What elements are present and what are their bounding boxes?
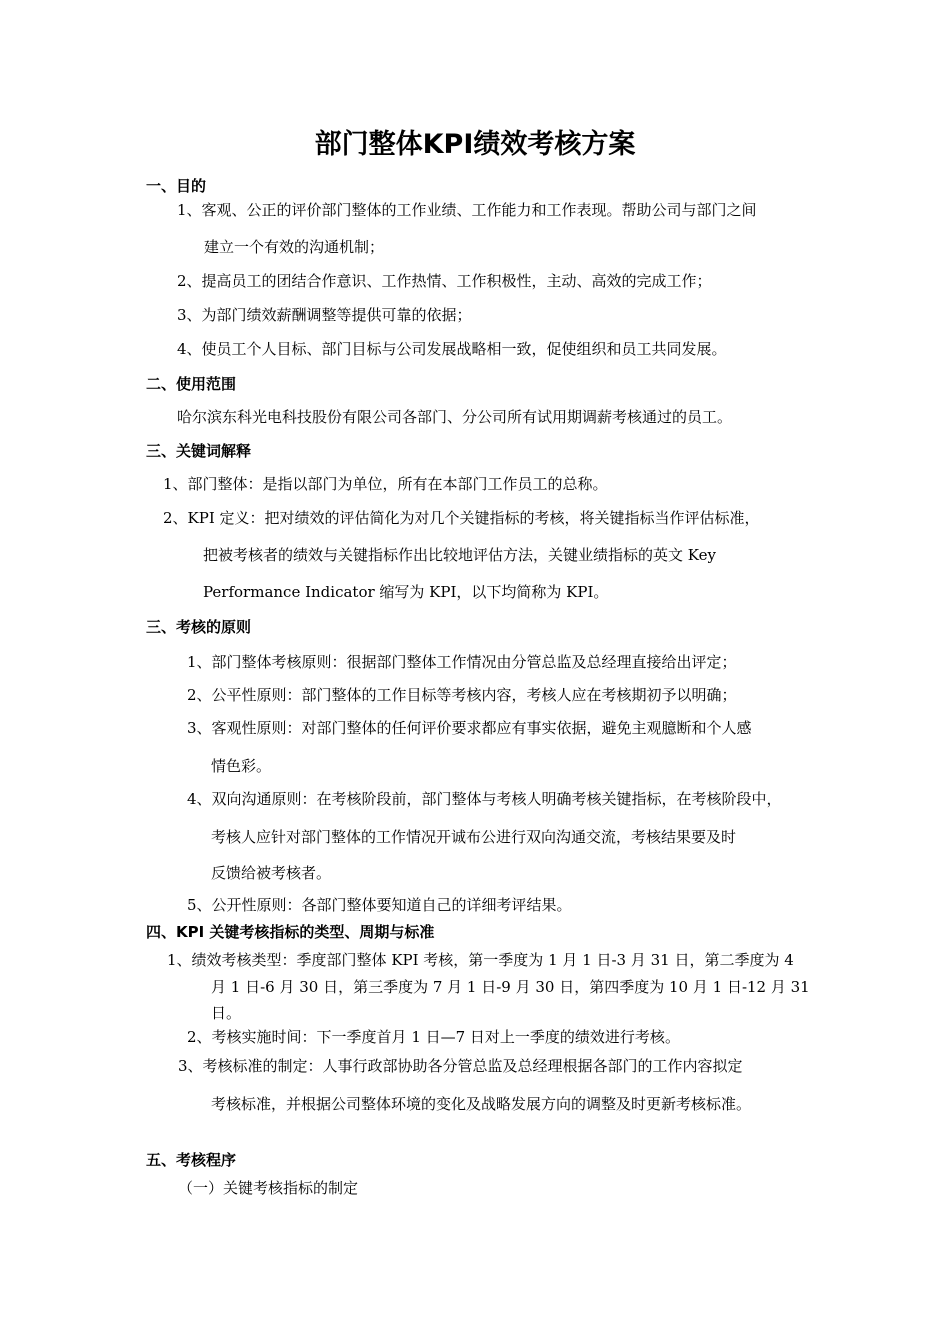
kpi-types-item-1-line-1: 1、绩效考核类型：季度部门整体 KPI 考核，第一季度为 1 月 1 日-3 月 31 日，第二季度为 4 <box>167 951 794 969</box>
principles-item-3-line-2: 情色彩。 <box>211 757 272 775</box>
principles-item-1: 1、部门整体考核原则：很据部门整体工作情况由分管总监及总经理直接给出评定； <box>187 653 737 671</box>
principles-item-4-line-3: 反馈给被考核者。 <box>211 864 332 882</box>
purpose-item-1-line-1: 1、客观、公正的评价部门整体的工作业绩、工作能力和工作表现。帮助公司与部门之间 <box>177 201 757 219</box>
principles-item-4-line-1: 4、双向沟通原则：在考核阶段前，部门整体与考核人明确考核关键指标，在考核阶段中， <box>187 790 782 808</box>
kpi-types-item-3-line-2: 考核标准，并根据公司整体环境的变化及战略发展方向的调整及时更新考核标准。 <box>211 1095 752 1113</box>
document-title: 部门整体KPI绩效考核方案 <box>314 129 636 160</box>
keywords-item-2-line-3: Performance Indicator 缩写为 KPI，以下均简称为 KPI。 <box>203 583 609 601</box>
procedure-subheading-1: （一）关键考核指标的制定 <box>178 1179 359 1197</box>
kpi-types-item-2: 2、考核实施时间：下一季度首月 1 日—7 日对上一季度的绩效进行考核。 <box>187 1028 680 1046</box>
kpi-types-item-1-line-3: 日。 <box>211 1004 242 1022</box>
principles-item-3-line-1: 3、客观性原则：对部门整体的任何评价要求都应有事实依据，避免主观臆断和个人感 <box>187 719 752 737</box>
section-heading-principles: 三、考核的原则 <box>146 618 252 636</box>
section-heading-kpi-types: 四、KPI 关键考核指标的类型、周期与标准 <box>146 923 435 941</box>
purpose-item-1-line-2: 建立一个有效的沟通机制； <box>204 238 385 256</box>
kpi-types-item-1-line-2: 月 1 日-6 月 30 日，第三季度为 7 月 1 日-9 月 30 日，第四季度为 10 月 1 日-12 月 31 <box>211 978 810 996</box>
keywords-item-2-line-2: 把被考核者的绩效与关键指标作出比较地评估方法，关键业绩指标的英文 Key <box>203 546 716 564</box>
kpi-types-item-3-line-1: 3、考核标准的制定：人事行政部协助各分管总监及总经理根据各部门的工作内容拟定 <box>178 1057 743 1075</box>
section-heading-procedure: 五、考核程序 <box>146 1151 237 1169</box>
keywords-item-1: 1、部门整体：是指以部门为单位，所有在本部门工作员工的总称。 <box>163 475 608 493</box>
principles-item-5: 5、公开性原则：各部门整体要知道自己的详细考评结果。 <box>187 896 572 914</box>
principles-item-2: 2、公平性原则：部门整体的工作目标等考核内容，考核人应在考核期初予以明确； <box>187 686 737 704</box>
principles-item-4-line-2: 考核人应针对部门整体的工作情况开诚布公进行双向沟通交流，考核结果要及时 <box>211 828 737 846</box>
section-heading-purpose: 一、目的 <box>146 177 207 195</box>
section-heading-keywords: 三、关键词解释 <box>146 442 252 460</box>
purpose-item-4: 4、使员工个人目标、部门目标与公司发展战略相一致，促使组织和员工共同发展。 <box>177 340 727 358</box>
scope-text: 哈尔滨东科光电科技股份有限公司各部门、分公司所有试用期调薪考核通过的员工。 <box>177 408 733 426</box>
section-heading-scope: 二、使用范围 <box>146 375 237 393</box>
purpose-item-2: 2、提高员工的团结合作意识、工作热情、工作积极性，主动、高效的完成工作； <box>177 272 712 290</box>
keywords-item-2-line-1: 2、KPI 定义：把对绩效的评估简化为对几个关键指标的考核，将关键指标当作评估标准， <box>163 509 760 527</box>
purpose-item-3: 3、为部门绩效薪酬调整等提供可靠的依据； <box>177 306 472 324</box>
